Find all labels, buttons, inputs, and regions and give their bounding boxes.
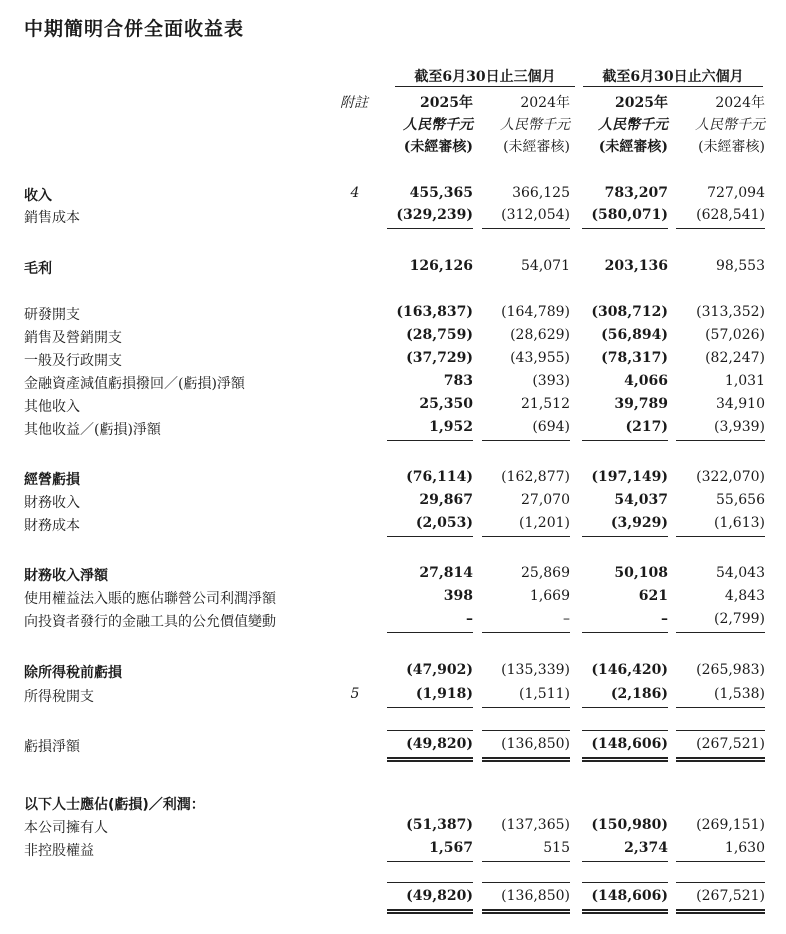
cell-h1-2025: 621 — [638, 588, 668, 604]
row-revenue — [0, 183, 786, 205]
cell-h1-2024: (267,521) — [696, 736, 765, 752]
rule-line — [482, 536, 570, 537]
row-share-of-associates — [0, 586, 786, 608]
row-label: 銷售成本 — [24, 210, 80, 226]
rule-line — [482, 440, 570, 441]
row-fair-value-change — [0, 609, 786, 631]
cell-h1-2024: (267,521) — [696, 888, 765, 904]
cell-h1-2024: 1,630 — [724, 840, 765, 856]
rule-line — [482, 228, 570, 229]
cell-q2-2025: 29,867 — [419, 492, 473, 508]
row-label: 財務收入淨額 — [24, 568, 108, 584]
cell-h1-2024: (628,541) — [696, 207, 765, 223]
cell-h1-2025: (150,980) — [591, 817, 668, 833]
header-rule — [583, 86, 763, 87]
currency-header-3: 人民幣千元 — [598, 117, 668, 133]
row-label: 虧損淨額 — [24, 739, 80, 755]
rule-line — [482, 882, 570, 883]
rule-line — [582, 536, 668, 537]
rule-line — [482, 757, 570, 762]
row-finance-income — [0, 490, 786, 512]
cell-q2-2025: 25,350 — [419, 396, 473, 412]
period-header-six-months: 截至6月30日止六個月 — [602, 69, 744, 85]
cell-h1-2024: 98,553 — [716, 258, 765, 274]
cell-h1-2025: (56,894) — [601, 327, 668, 343]
cell-q2-2025: – — [466, 611, 473, 627]
row-selling-marketing — [0, 325, 786, 347]
statement-title: 中期簡明合併全面收益表 — [24, 18, 245, 40]
row-label: 一般及行政開支 — [24, 353, 122, 369]
rule-line — [676, 632, 765, 633]
rule-line — [387, 536, 473, 537]
rule-line — [582, 632, 668, 633]
year-header-1: 2025年 — [420, 95, 473, 111]
rule-line — [482, 861, 570, 862]
year-header-4: 2024年 — [715, 95, 765, 111]
rule-line — [582, 909, 668, 914]
row-non-controlling — [0, 838, 786, 860]
row-loss-before-tax — [0, 660, 786, 682]
cell-h1-2025: (197,149) — [591, 469, 668, 485]
cell-h1-2024: (2,799) — [713, 611, 765, 627]
rule-line — [582, 730, 668, 731]
rule-line — [482, 730, 570, 731]
rule-line — [387, 882, 473, 883]
cell-q2-2025: (49,820) — [406, 888, 473, 904]
row-label: 研發開支 — [24, 307, 80, 323]
cell-q2-2024: 27,070 — [521, 492, 570, 508]
cell-h1-2025: 2,374 — [624, 840, 668, 856]
rule-line — [676, 882, 765, 883]
rule-line — [387, 909, 473, 914]
cell-h1-2024: 727,094 — [707, 185, 765, 201]
cell-h1-2024: (269,151) — [696, 817, 765, 833]
cell-h1-2024: 4,843 — [724, 588, 765, 604]
rule-line — [676, 730, 765, 731]
cell-q2-2024: (1,201) — [518, 515, 570, 531]
cell-q2-2024: (1,511) — [518, 686, 570, 702]
currency-header-4: 人民幣千元 — [695, 117, 765, 133]
row-net-loss — [0, 734, 786, 756]
cell-q2-2024: 366,125 — [512, 185, 570, 201]
row-attributable-to — [0, 792, 786, 814]
cell-q2-2025: (76,114) — [406, 469, 473, 485]
cell-q2-2025: 398 — [443, 588, 473, 604]
cell-q2-2025: 1,952 — [429, 419, 473, 435]
note-column-label: 附註 — [340, 95, 368, 111]
cell-q2-2024: 25,869 — [521, 565, 570, 581]
rule-line — [582, 757, 668, 762]
cell-h1-2025: 4,066 — [624, 373, 668, 389]
audit-header-4: (未經審核) — [698, 139, 765, 155]
row-impairment-reversal — [0, 371, 786, 393]
row-other-income — [0, 394, 786, 416]
rule-line — [676, 757, 765, 762]
cell-q2-2024: – — [563, 611, 570, 627]
period-header-three-months: 截至6月30日止三個月 — [414, 69, 556, 85]
rule-line — [387, 632, 473, 633]
row-cost-of-sales — [0, 205, 786, 227]
rule-line — [387, 228, 473, 229]
currency-header-1: 人民幣千元 — [403, 117, 473, 133]
cell-h1-2024: (265,983) — [696, 662, 765, 678]
cell-q2-2024: (137,365) — [501, 817, 570, 833]
rule-line — [582, 228, 668, 229]
row-label: 收入 — [24, 188, 52, 204]
cell-q2-2024: (28,629) — [510, 327, 570, 343]
cell-q2-2025: (329,239) — [396, 207, 473, 223]
cell-q2-2024: (136,850) — [501, 736, 570, 752]
rule-line — [387, 861, 473, 862]
cell-q2-2024: (694) — [532, 419, 570, 435]
rule-line — [387, 707, 473, 708]
cell-q2-2025: (28,759) — [406, 327, 473, 343]
cell-h1-2025: 39,789 — [614, 396, 668, 412]
cell-q2-2025: (51,387) — [406, 817, 473, 833]
cell-q2-2024: (135,339) — [501, 662, 570, 678]
cell-q2-2025: (37,729) — [406, 350, 473, 366]
cell-h1-2024: 34,910 — [716, 396, 765, 412]
cell-q2-2025: (1,918) — [415, 686, 473, 702]
cell-h1-2025: (580,071) — [591, 207, 668, 223]
row-label: 財務成本 — [24, 518, 80, 534]
rule-line — [676, 228, 765, 229]
row-label: 向投資者發行的金融工具的公允價值變動 — [24, 614, 276, 630]
rule-line — [482, 707, 570, 708]
rule-line — [387, 730, 473, 731]
row-label: 其他收入 — [24, 399, 80, 415]
cell-q2-2024: (393) — [532, 373, 570, 389]
rule-line — [676, 861, 765, 862]
row-label: 銷售及營銷開支 — [24, 330, 122, 346]
row-finance-costs — [0, 513, 786, 535]
row-net-finance-income — [0, 563, 786, 585]
rule-line — [676, 440, 765, 441]
row-owners-of-company — [0, 815, 786, 837]
row-other-gains — [0, 417, 786, 439]
cell-q2-2025: (49,820) — [406, 736, 473, 752]
rule-line — [387, 757, 473, 762]
row-label: 使用權益法入賬的應佔聯營公司利潤淨額 — [24, 591, 276, 607]
rule-line — [582, 707, 668, 708]
year-header-2: 2024年 — [520, 95, 570, 111]
cell-h1-2024: (82,247) — [705, 350, 765, 366]
currency-header-2: 人民幣千元 — [500, 117, 570, 133]
cell-h1-2024: 54,043 — [716, 565, 765, 581]
row-label: 財務收入 — [24, 495, 80, 511]
cell-q2-2025: (163,837) — [396, 304, 473, 320]
rule-line — [387, 440, 473, 441]
cell-h1-2025: (148,606) — [591, 736, 668, 752]
cell-q2-2025: (47,902) — [406, 662, 473, 678]
audit-header-1: (未經審核) — [403, 139, 473, 155]
cell-h1-2024: (3,939) — [713, 419, 765, 435]
rule-line — [676, 536, 765, 537]
row-rd-expenses — [0, 302, 786, 324]
cell-h1-2025: (2,186) — [610, 686, 668, 702]
cell-h1-2025: 54,037 — [614, 492, 668, 508]
rule-line — [582, 861, 668, 862]
row-note: 5 — [350, 686, 360, 702]
cell-h1-2024: (1,538) — [713, 686, 765, 702]
rule-line — [582, 440, 668, 441]
cell-h1-2025: (3,929) — [610, 515, 668, 531]
rule-line — [482, 632, 570, 633]
cell-h1-2025: (146,420) — [591, 662, 668, 678]
rule-line — [482, 909, 570, 914]
row-label: 本公司擁有人 — [24, 820, 108, 836]
row-gross-profit — [0, 256, 786, 278]
cell-h1-2025: (217) — [625, 419, 668, 435]
cell-q2-2024: 515 — [543, 840, 570, 856]
cell-q2-2025: 455,365 — [409, 185, 473, 201]
cell-q2-2024: (43,955) — [510, 350, 570, 366]
row-label: 非控股權益 — [24, 843, 94, 859]
rule-line — [676, 909, 765, 914]
row-label: 除所得稅前虧損 — [24, 665, 122, 681]
row-label: 其他收益／(虧損)淨額 — [24, 422, 161, 438]
cell-q2-2025: 783 — [443, 373, 473, 389]
row-label: 以下人士應佔(虧損)／利潤： — [24, 797, 205, 813]
row-total-attributable — [0, 886, 786, 908]
cell-q2-2024: (312,054) — [501, 207, 570, 223]
cell-h1-2024: (1,613) — [713, 515, 765, 531]
row-general-admin — [0, 348, 786, 370]
cell-h1-2024: (313,352) — [696, 304, 765, 320]
cell-q2-2024: 21,512 — [521, 396, 570, 412]
row-label: 經營虧損 — [24, 472, 80, 488]
row-label: 毛利 — [24, 261, 52, 277]
cell-h1-2025: 50,108 — [614, 565, 668, 581]
cell-h1-2024: (322,070) — [696, 469, 765, 485]
cell-q2-2024: 1,669 — [529, 588, 570, 604]
cell-h1-2024: 55,656 — [716, 492, 765, 508]
row-label: 金融資產減值虧損撥回／(虧損)淨額 — [24, 376, 245, 392]
row-label: 所得稅開支 — [24, 689, 94, 705]
cell-h1-2025: – — [661, 611, 668, 627]
cell-h1-2024: 1,031 — [724, 373, 765, 389]
cell-q2-2025: 1,567 — [429, 840, 473, 856]
row-income-tax — [0, 684, 786, 706]
row-operating-loss — [0, 467, 786, 489]
cell-h1-2024: (57,026) — [705, 327, 765, 343]
cell-q2-2025: (2,053) — [415, 515, 473, 531]
year-header-3: 2025年 — [615, 95, 668, 111]
rule-line — [582, 882, 668, 883]
cell-h1-2025: (78,317) — [601, 350, 668, 366]
cell-q2-2024: (136,850) — [501, 888, 570, 904]
audit-header-2: (未經審核) — [503, 139, 570, 155]
cell-q2-2024: (164,789) — [501, 304, 570, 320]
header-rule — [395, 86, 575, 87]
cell-h1-2025: (148,606) — [591, 888, 668, 904]
cell-q2-2025: 126,126 — [409, 258, 473, 274]
cell-h1-2025: (308,712) — [591, 304, 668, 320]
audit-header-3: (未經審核) — [598, 139, 668, 155]
cell-q2-2024: 54,071 — [521, 258, 570, 274]
cell-h1-2025: 783,207 — [604, 185, 668, 201]
cell-q2-2025: 27,814 — [419, 565, 473, 581]
rule-line — [676, 707, 765, 708]
cell-q2-2024: (162,877) — [501, 469, 570, 485]
cell-h1-2025: 203,136 — [604, 258, 668, 274]
row-note: 4 — [350, 185, 360, 201]
